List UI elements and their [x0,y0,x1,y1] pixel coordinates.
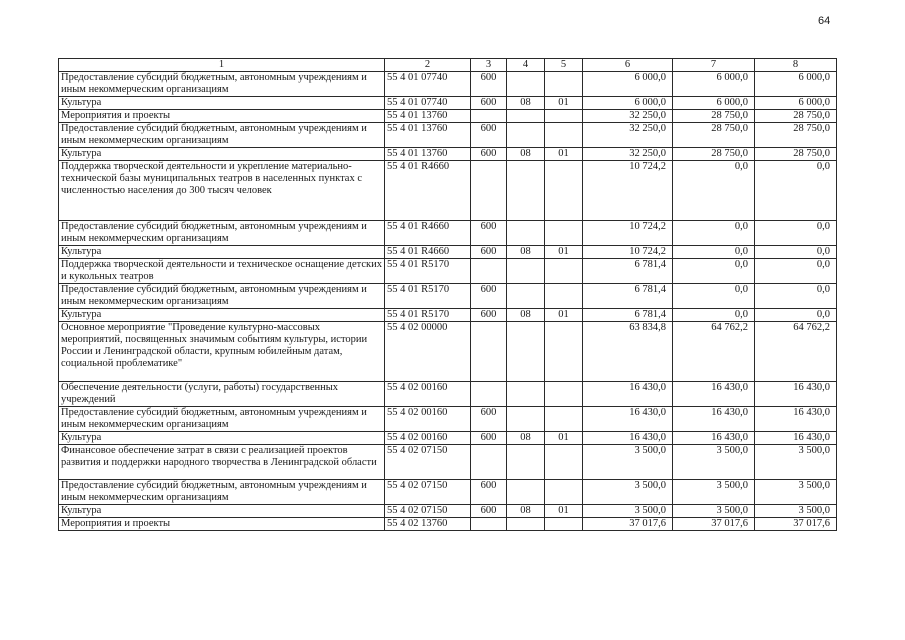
subsection-cell [545,259,583,284]
budget-code-cell: 55 4 01 R5170 [385,309,471,322]
budget-code-cell: 55 4 01 13760 [385,123,471,148]
subsection-cell [545,518,583,531]
row-name-cell: Предоставление субсидий бюджетным, автономным учреждениям и иным некоммерческим организациям [59,72,385,97]
amount-cell-8: 37 017,6 [755,518,837,531]
table-row [59,123,837,148]
table-row [59,72,837,97]
budget-code-cell: 55 4 01 R5170 [385,259,471,284]
budget-code-cell: 55 4 01 07740 [385,72,471,97]
subsection-cell [545,110,583,123]
amount-cell-6: 3 500,0 [583,505,673,518]
row-name-cell: Мероприятия и проекты [59,110,385,123]
amount-cell-7: 0,0 [673,259,755,284]
column-header: 8 [755,59,837,72]
amount-cell-8: 0,0 [755,161,837,221]
section-cell [507,322,545,382]
expense-type-cell: 600 [471,284,507,309]
subsection-cell [545,161,583,221]
amount-cell-8: 3 500,0 [755,445,837,480]
row-name-cell: Предоставление субсидий бюджетным, автономным учреждениям и иным некоммерческим организациям [59,407,385,432]
table-row [59,445,837,480]
row-name-cell: Поддержка творческой деятельности и укрепление материально-технической базы муниципальных театров в населенных пунктах с численностью населения до 300 тысяч человек [59,161,385,221]
amount-cell-6: 32 250,0 [583,123,673,148]
table-row [59,480,837,505]
table-row [59,322,837,382]
section-cell [507,72,545,97]
section-cell [507,407,545,432]
budget-table [58,58,837,531]
column-header: 3 [471,59,507,72]
budget-code-cell: 55 4 01 R5170 [385,284,471,309]
amount-cell-7: 16 430,0 [673,407,755,432]
expense-type-cell [471,445,507,480]
expense-type-cell: 600 [471,480,507,505]
amount-cell-6: 3 500,0 [583,445,673,480]
expense-type-cell [471,322,507,382]
column-header: 4 [507,59,545,72]
section-cell [507,445,545,480]
amount-cell-7: 16 430,0 [673,382,755,407]
table-row [59,382,837,407]
amount-cell-7: 0,0 [673,309,755,322]
table-row [59,110,837,123]
expense-type-cell: 600 [471,246,507,259]
subsection-cell [545,284,583,309]
amount-cell-8: 0,0 [755,246,837,259]
amount-cell-7: 3 500,0 [673,445,755,480]
subsection-cell [545,407,583,432]
column-header: 2 [385,59,471,72]
amount-cell-7: 3 500,0 [673,505,755,518]
row-name-cell: Культура [59,97,385,110]
table-row [59,246,837,259]
table-row [59,97,837,110]
budget-code-cell: 55 4 02 13760 [385,518,471,531]
expense-type-cell: 600 [471,221,507,246]
page-number: 64 [818,15,831,27]
subsection-cell: 01 [545,246,583,259]
row-name-cell: Предоставление субсидий бюджетным, автономным учреждениям и иным некоммерческим организациям [59,284,385,309]
table-row [59,505,837,518]
subsection-cell [545,123,583,148]
amount-cell-6: 63 834,8 [583,322,673,382]
section-cell [507,110,545,123]
amount-cell-8: 6 000,0 [755,97,837,110]
amount-cell-8: 28 750,0 [755,148,837,161]
table-row [59,309,837,322]
budget-code-cell: 55 4 02 07150 [385,445,471,480]
amount-cell-6: 32 250,0 [583,110,673,123]
amount-cell-6: 3 500,0 [583,480,673,505]
budget-code-cell: 55 4 02 07150 [385,505,471,518]
subsection-cell: 01 [545,309,583,322]
row-name-cell: Предоставление субсидий бюджетным, автономным учреждениям и иным некоммерческим организациям [59,123,385,148]
column-header: 5 [545,59,583,72]
budget-code-cell: 55 4 01 13760 [385,110,471,123]
expense-type-cell [471,161,507,221]
section-cell: 08 [507,148,545,161]
column-header: 6 [583,59,673,72]
budget-code-cell: 55 4 01 07740 [385,97,471,110]
amount-cell-7: 0,0 [673,221,755,246]
table-row [59,148,837,161]
expense-type-cell [471,518,507,531]
amount-cell-8: 6 000,0 [755,72,837,97]
amount-cell-7: 6 000,0 [673,72,755,97]
header-row [59,59,837,72]
expense-type-cell [471,110,507,123]
amount-cell-6: 6 781,4 [583,284,673,309]
section-cell [507,284,545,309]
amount-cell-6: 6 000,0 [583,97,673,110]
amount-cell-8: 28 750,0 [755,110,837,123]
amount-cell-7: 0,0 [673,284,755,309]
budget-code-cell: 55 4 01 R4660 [385,161,471,221]
section-cell: 08 [507,309,545,322]
row-name-cell: Основное мероприятие "Проведение культурно-массовых мероприятий, посвященных значимым событиям культуры, истории России и Ленинградской области, крупным юбилейным датам, социальной проблематике" [59,322,385,382]
subsection-cell [545,480,583,505]
subsection-cell: 01 [545,505,583,518]
budget-code-cell: 55 4 01 R4660 [385,221,471,246]
table-row [59,432,837,445]
budget-code-cell: 55 4 02 00160 [385,382,471,407]
column-header: 1 [59,59,385,72]
expense-type-cell: 600 [471,407,507,432]
budget-code-cell: 55 4 01 R4660 [385,246,471,259]
row-name-cell: Культура [59,148,385,161]
amount-cell-7: 28 750,0 [673,123,755,148]
amount-cell-8: 0,0 [755,221,837,246]
amount-cell-6: 32 250,0 [583,148,673,161]
subsection-cell [545,72,583,97]
row-name-cell: Обеспечение деятельности (услуги, работы) государственных учреждений [59,382,385,407]
amount-cell-8: 3 500,0 [755,480,837,505]
expense-type-cell: 600 [471,505,507,518]
amount-cell-7: 64 762,2 [673,322,755,382]
budget-code-cell: 55 4 02 00000 [385,322,471,382]
subsection-cell [545,221,583,246]
amount-cell-6: 16 430,0 [583,432,673,445]
row-name-cell: Мероприятия и проекты [59,518,385,531]
amount-cell-6: 37 017,6 [583,518,673,531]
amount-cell-7: 37 017,6 [673,518,755,531]
amount-cell-6: 16 430,0 [583,407,673,432]
section-cell [507,221,545,246]
expense-type-cell: 600 [471,432,507,445]
subsection-cell: 01 [545,432,583,445]
row-name-cell: Поддержка творческой деятельности и техническое оснащение детских и кукольных театров [59,259,385,284]
section-cell [507,161,545,221]
table-row [59,518,837,531]
amount-cell-6: 10 724,2 [583,246,673,259]
amount-cell-7: 16 430,0 [673,432,755,445]
section-cell [507,382,545,407]
amount-cell-8: 16 430,0 [755,382,837,407]
row-name-cell: Культура [59,309,385,322]
amount-cell-6: 16 430,0 [583,382,673,407]
column-header: 7 [673,59,755,72]
section-cell: 08 [507,505,545,518]
expense-type-cell [471,259,507,284]
budget-code-cell: 55 4 02 00160 [385,432,471,445]
amount-cell-8: 28 750,0 [755,123,837,148]
budget-code-cell: 55 4 02 07150 [385,480,471,505]
amount-cell-6: 10 724,2 [583,161,673,221]
subsection-cell [545,445,583,480]
expense-type-cell [471,382,507,407]
row-name-cell: Финансовое обеспечение затрат в связи с реализацией проектов развития и поддержки народного творчества в Ленинградской области [59,445,385,480]
section-cell [507,518,545,531]
section-cell [507,480,545,505]
section-cell: 08 [507,432,545,445]
subsection-cell [545,322,583,382]
amount-cell-6: 6 781,4 [583,309,673,322]
amount-cell-6: 6 781,4 [583,259,673,284]
section-cell: 08 [507,246,545,259]
expense-type-cell: 600 [471,72,507,97]
amount-cell-8: 16 430,0 [755,407,837,432]
amount-cell-8: 0,0 [755,284,837,309]
amount-cell-8: 3 500,0 [755,505,837,518]
amount-cell-8: 16 430,0 [755,432,837,445]
amount-cell-7: 6 000,0 [673,97,755,110]
row-name-cell: Культура [59,432,385,445]
subsection-cell: 01 [545,97,583,110]
amount-cell-6: 10 724,2 [583,221,673,246]
budget-code-cell: 55 4 01 13760 [385,148,471,161]
amount-cell-8: 0,0 [755,259,837,284]
table-row [59,161,837,221]
amount-cell-7: 3 500,0 [673,480,755,505]
amount-cell-7: 0,0 [673,161,755,221]
row-name-cell: Предоставление субсидий бюджетным, автономным учреждениям и иным некоммерческим организациям [59,221,385,246]
row-name-cell: Культура [59,246,385,259]
amount-cell-7: 28 750,0 [673,110,755,123]
subsection-cell [545,382,583,407]
row-name-cell: Культура [59,505,385,518]
table-row [59,221,837,246]
table-row [59,259,837,284]
row-name-cell: Предоставление субсидий бюджетным, автономным учреждениям и иным некоммерческим организациям [59,480,385,505]
amount-cell-7: 0,0 [673,246,755,259]
amount-cell-6: 6 000,0 [583,72,673,97]
amount-cell-8: 0,0 [755,309,837,322]
section-cell [507,123,545,148]
expense-type-cell: 600 [471,97,507,110]
expense-type-cell: 600 [471,148,507,161]
subsection-cell: 01 [545,148,583,161]
table-row [59,407,837,432]
section-cell [507,259,545,284]
budget-code-cell: 55 4 02 00160 [385,407,471,432]
section-cell: 08 [507,97,545,110]
table-row [59,284,837,309]
amount-cell-8: 64 762,2 [755,322,837,382]
expense-type-cell: 600 [471,309,507,322]
amount-cell-7: 28 750,0 [673,148,755,161]
expense-type-cell: 600 [471,123,507,148]
